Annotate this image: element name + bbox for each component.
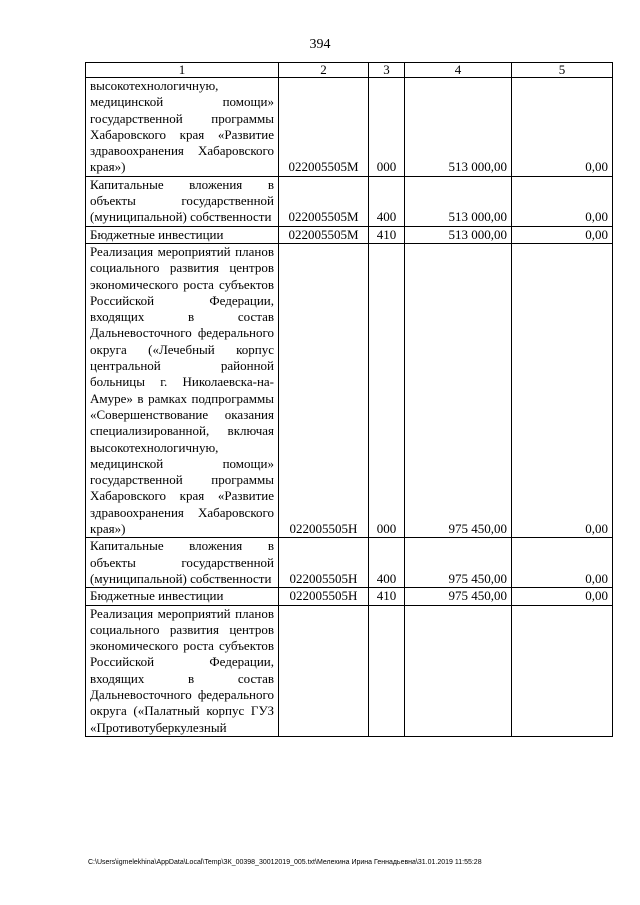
table-row [86, 605, 613, 736]
row-name: Реализация мероприятий планов социального развития центров экономического роста субъектов Российской Федерации, входящих в состав Дальневосточного федерального округа («Лечебный корпус центральной районной больницы г. Николаевска-на-Амуре» в рамках подпрограммы «Совершенствование оказания специализированной, включая высокотехнологичную, медицинской помощи» государственной программы Хабаровского края «Развитие здравоохранения Хабаровского края») [86, 243, 279, 537]
header-col-5: 5 [512, 63, 613, 78]
row-amount-2: 0,00 [512, 243, 613, 537]
table-row [86, 78, 613, 177]
header-col-4: 4 [405, 63, 512, 78]
file-path-footer: C:\Users\igmelekhina\AppData\Local\Temp\ЗК_00398_30012019_005.txt\Мелехина Ирина Геннадьевна\31.01.2019 11:55:28 [88, 859, 482, 866]
row-code: 022005505М [279, 78, 369, 177]
row-type [369, 605, 405, 736]
row-code [279, 605, 369, 736]
row-amount-2: 0,00 [512, 538, 613, 588]
header-row [86, 63, 613, 78]
row-amount-2 [512, 605, 613, 736]
header-col-2: 2 [279, 63, 369, 78]
row-amount-1: 975 450,00 [405, 588, 512, 605]
table-row [86, 226, 613, 243]
table-row [86, 538, 613, 588]
row-amount-2: 0,00 [512, 176, 613, 226]
row-type: 000 [369, 78, 405, 177]
row-type: 400 [369, 538, 405, 588]
row-type: 410 [369, 226, 405, 243]
row-amount-1: 975 450,00 [405, 243, 512, 537]
row-type: 410 [369, 588, 405, 605]
header-col-1: 1 [86, 63, 279, 78]
row-code: 022005505М [279, 226, 369, 243]
table-row [86, 243, 613, 537]
row-name: Капитальные вложения в объекты государственной (муниципальной) собственности [86, 538, 279, 588]
row-amount-1: 513 000,00 [405, 226, 512, 243]
row-amount-1: 513 000,00 [405, 176, 512, 226]
row-code: 022005505Н [279, 243, 369, 537]
row-amount-2: 0,00 [512, 78, 613, 177]
page-number: 394 [309, 37, 331, 52]
row-name: Капитальные вложения в объекты государственной (муниципальной) собственности [86, 176, 279, 226]
row-amount-1: 975 450,00 [405, 538, 512, 588]
row-amount-2: 0,00 [512, 226, 613, 243]
row-amount-1: 513 000,00 [405, 78, 512, 177]
table-row [86, 176, 613, 226]
row-amount-2: 0,00 [512, 588, 613, 605]
row-type: 400 [369, 176, 405, 226]
row-type: 000 [369, 243, 405, 537]
row-amount-1 [405, 605, 512, 736]
row-name: высокотехнологичную, медицинской помощи» государственной программы Хабаровского края «Развитие здравоохранения Хабаровского края») [86, 78, 279, 177]
row-code: 022005505Н [279, 588, 369, 605]
header-col-3: 3 [369, 63, 405, 78]
row-name: Бюджетные инвестиции [86, 588, 279, 605]
budget-table [85, 62, 613, 737]
table-row [86, 588, 613, 605]
row-code: 022005505М [279, 176, 369, 226]
row-code: 022005505Н [279, 538, 369, 588]
row-name: Реализация мероприятий планов социального развития центров экономического роста субъектов Российской Федерации, входящих в состав Дальневосточного федерального округа («Палатный корпус ГУЗ «Противотуберкулезный [86, 605, 279, 736]
row-name: Бюджетные инвестиции [86, 226, 279, 243]
